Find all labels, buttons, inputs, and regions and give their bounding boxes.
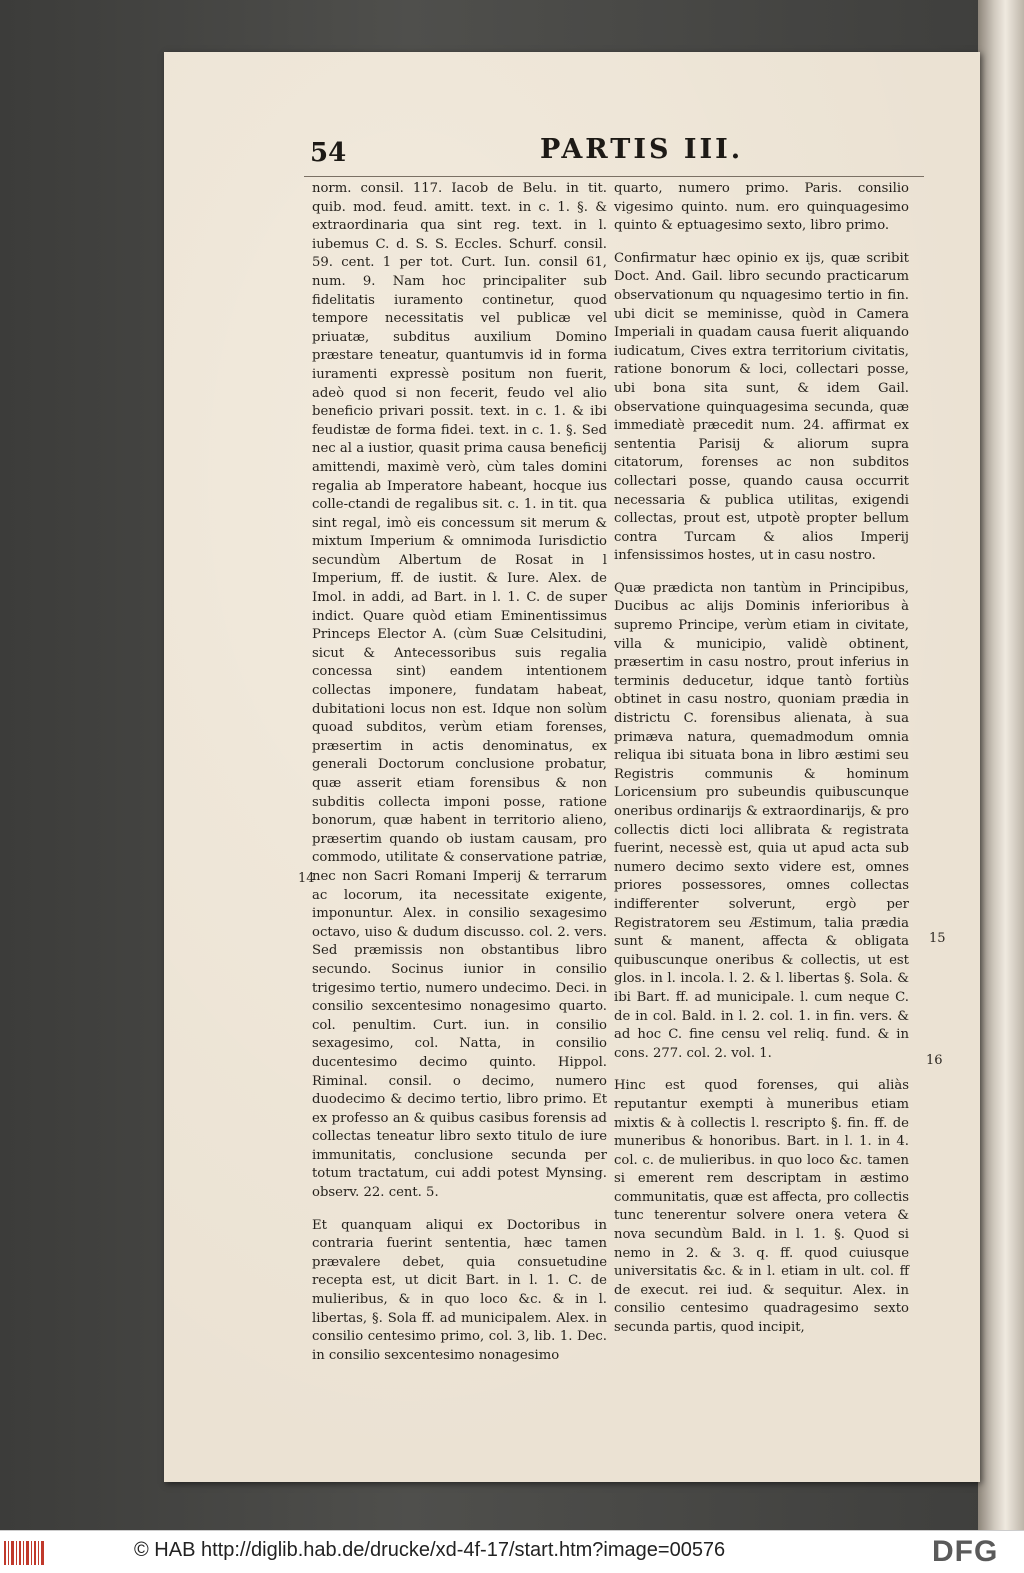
header-rule bbox=[304, 176, 924, 177]
right-paragraph-4: Hinc est quod forenses, qui aliàs reputantur exempti à muneribus etiam mixtis & à collectis l. rescripto §. fin. ff. de muneribus & honoribus. Bart. in l. 1. in 4. col. c. de mulieribus. in quo loco &c. tamen si emerent rem descriptam in æstimo communitatis, quæ est affecta, pro collectis tunc tenerentur solvere onera vetera & nova secundùm Bald. in l. 1. §. Quod si nemo in 2. & 3. q. ff. quod cuiusque universitatis &c. & in l. etiam in ult. col. ff de execut. rei iud. & sequitur. Alex. in consilio centesimo quadragesimo sexto secunda partis, quod incipit, bbox=[614, 1078, 909, 1336]
right-paragraph-1: quarto, numero primo. Paris. consilio vigesimo quinto. num. ero quinquagesimo quinto & eptuagesimo sexto, libro primo. bbox=[614, 181, 909, 234]
running-head: PARTIS III. bbox=[540, 134, 744, 165]
marginal-number-right-1: 15 bbox=[929, 931, 946, 946]
source-link[interactable]: © HAB http://diglib.hab.de/drucke/xd-4f-17/start.htm?image=00576 bbox=[134, 1539, 726, 1561]
dfg-logo: DFG bbox=[932, 1535, 999, 1568]
right-paragraph-3: Quæ prædicta non tantùm in Principibus, Ducibus ac alijs Dominis inferioribus à supremo Principe, verùm etiam in civitate, villa & municipio, validè obtinent, præsertim in casu nostro, prout inferius in terminis deducetur, idque tantò fortiùs obtinet in casu nostro, quoniam prædia in districtu C. forensibus alienata, à sua primæva natura, quemadmodum omnia reliqua ibi situata bona in libro æstimi seu Registris communis & hominum Loricensium pro subeundis quibuscunque oneribus ordinarijs & extraordinarijs, & pro collectis dicti loci allibrata & registrata fuerint, necessè est, quia ut apud acta sub numero decimo sexto videre est, omnes priores possessores, omnes collectas indifferenter solverunt, ergò per Registratorem seu Æstimum, talia prædia sunt & manent, affecta & obligata quibuscunque oneribus & collectis, ut est glos. in l. incola. l. 2. & l. libertas §. Sola. & ibi Bart. ff. ad municipale. l. cum neque C. de in col. Bald. in l. 2. col. 1. in fin. vers. & ad hoc C. fine censu vel reliq. fund. & in cons. 277. col. 2. vol. 1. bbox=[614, 580, 909, 1061]
viewer-footer bbox=[0, 1530, 1024, 1573]
book-spine bbox=[978, 0, 1024, 1530]
left-paragraph-1: norm. consil. 117. Iacob de Belu. in tit. quib. mod. feud. amitt. text. in c. 1. §. & extraordinaria qua sint reg. text. in l. iubemus C. d. S. S. Eccles. Schurf. consil. 59. cent. 1 per tot. Curt. Iun. consil 61, num. 9. Nam hoc principaliter sub fidelitatis iuramento continetur, quod tempore necessitatis vel publicæ vel priuatæ, subditus auxilium Domino præstare teneatur, quantumvis id in forma iuramenti expressè positum non fuerit, adeò quod si non fecerit, feudo vel alio beneficio privari possit. text. in c. 1. & ibi feudistæ de forma fidei. text. in c. 1. §. Sed nec al a iustior, quasit prima causa beneficij amittendi, maximè verò, cùm tales domini regalia ab Imperatore habeant, hocque ius colle-ctandi de regalibus sit. c. 1. in tit. qua sint regal, imò eis concessum sit merum & mixtum Imperium & omnimoda Iurisdictio secundùm Albertum de Rosat in l Imperium, ff. de iustit. & Iure. Alex. de Imol. in addi, ad Bart. in l. 1. C. de super indict. Quare quòd etiam Eminentissimus Princeps Elector A. (cùm Suæ Celsitudini, sicut & Antecessoribus suis regalia concessa sint) eandem intentionem collectas imponere, fundatam habeat, dubitationi locus non est. Idque non solùm quoad subditos, verùm etiam forenses, præsertim in actis denominatus, ex generali Doctorum conclusione probatur, quæ asserit etiam forensibus & non subditis collecta imponi posse, ratione bonorum, quæ habent in territorio alieno, præsertim quando ob iustam causam, pro commodo, utilitate & conservatione patriæ, nec non Sacri Romani Imperij & terrarum ac locorum, ita necessitate exigente, imponuntur. Alex. in consilio sexagesimo octavo, uiso & dudum discusso. col. 2. vers. Sed præmissis non obstantibus libro secundo. Socinus iunior in consilio trigesimo tertio, numero undecimo. Deci. in consilio sexcentesimo nonagesimo quarto. col. penultim. Curt. iun. in consilio sexagesimo, col. Natta, in consilio ducentesimo decimo quinto. Hippol. Riminal. consil. o decimo, numero duodecimo & decimo tertio, libro primo. Et ex professo an & quibus casibus forensis ad collectas teneatur libro sexto titulo de iure immunitatis, conclusione secunda per totum tractatum, cui addi potest Mynsing. observ. 22. cent. 5. bbox=[312, 181, 607, 1201]
marginal-number-left: 14 bbox=[298, 871, 315, 886]
right-text-column bbox=[614, 180, 909, 1352]
marginal-number-right-2: 16 bbox=[926, 1053, 943, 1068]
left-text-column bbox=[312, 180, 607, 1379]
book-page bbox=[164, 52, 980, 1482]
barcode-icon bbox=[4, 1541, 46, 1565]
left-paragraph-2: Et quanquam aliqui ex Doctoribus in contraria fuerint sententia, hæc tamen prævalere debet, quia consuetudine recepta est, ut dicit Bart. in l. 1. C. de mulieribus, & in quo loco &c. & in l. libertas, §. Sola ff. ad municipalem. Alex. in consilio centesimo primo, col. 3, lib. 1. Dec. in consilio sexcentesimo nonagesimo bbox=[312, 1217, 607, 1363]
right-paragraph-2: Confirmatur hæc opinio ex ijs, quæ scribit Doct. And. Gail. libro secundo practicarum observationum qu nquagesimo tertio in fin. ubi dicit se meminisse, quòd in Camera Imperiali in quadam causa fuerit aliquando iudicatum, Cives extra territorium civitatis, ratione bonorum & loci, collectari posse, ubi bona sita sunt, & idem Gail. observatione quinquagesima secunda, quæ immediatè præcedit num. 24. affirmat ex sententia Parisij & aliorum supra citatorum, forenses ac non subditos collectari posse, quando causa occurrit necessaria & publica utilitas, exigendi collectas, prout est, utpotè propter bellum contra Turcam & alios Imperij infensissimos hostes, ut in casu nostro. bbox=[614, 250, 909, 564]
page-number: 54 bbox=[310, 138, 347, 168]
